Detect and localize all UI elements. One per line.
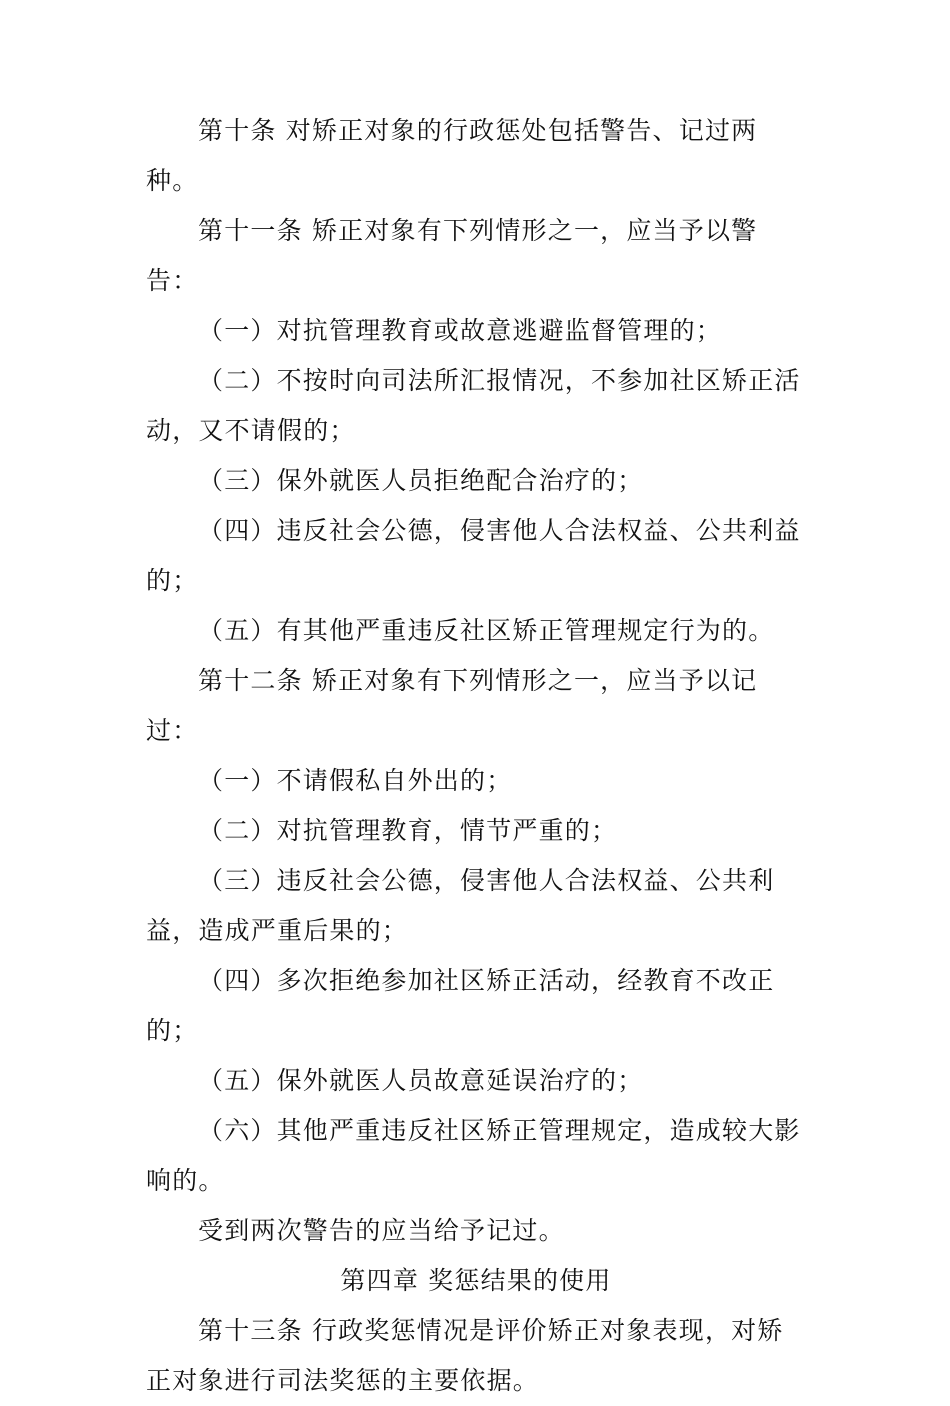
- article-11-item-3: （三）保外就医人员拒绝配合治疗的；: [198, 466, 644, 495]
- document-page: [146, 106, 806, 1406]
- article-12: 第十二条 矫正对象有下列情形之一，应当予以记过：: [146, 666, 758, 745]
- article-12-item-1: （一）不请假私自外出的；: [198, 766, 513, 795]
- article-10: 第十条 对矫正对象的行政惩处包括警告、记过两种。: [146, 116, 758, 195]
- article-11-item-4: （四）违反社会公德，侵害他人合法权益、公共利益的；: [146, 516, 801, 595]
- article-12-item-2: （二）对抗管理教育，情节严重的；: [198, 816, 618, 845]
- chapter-title: 第四章 奖惩结果的使用: [340, 1266, 612, 1295]
- article-11-item-2: （二）不按时向司法所汇报情况，不参加社区矫正活动，又不请假的；: [146, 366, 801, 445]
- article-11: 第十一条 矫正对象有下列情形之一，应当予以警告：: [146, 216, 758, 295]
- article-13: 第十三条 行政奖惩情况是评价矫正对象表现，对矫正对象进行司法奖惩的主要依据。: [146, 1316, 784, 1395]
- article-12-item-6: （六）其他严重违反社区矫正管理规定，造成较大影响的。: [146, 1116, 801, 1195]
- article-12-item-4: （四）多次拒绝参加社区矫正活动，经教育不改正的；: [146, 966, 775, 1045]
- article-11-item-5: （五）有其他严重违反社区矫正管理规定行为的。: [198, 616, 775, 645]
- article-12-item-5: （五）保外就医人员故意延误治疗的；: [198, 1066, 644, 1095]
- article-12-item-3: （三）违反社会公德，侵害他人合法权益、公共利益，造成严重后果的；: [146, 866, 775, 945]
- article-12-note: 受到两次警告的应当给予记过。: [198, 1216, 565, 1245]
- article-11-item-1: （一）对抗管理教育或故意逃避监督管理的；: [198, 316, 723, 345]
